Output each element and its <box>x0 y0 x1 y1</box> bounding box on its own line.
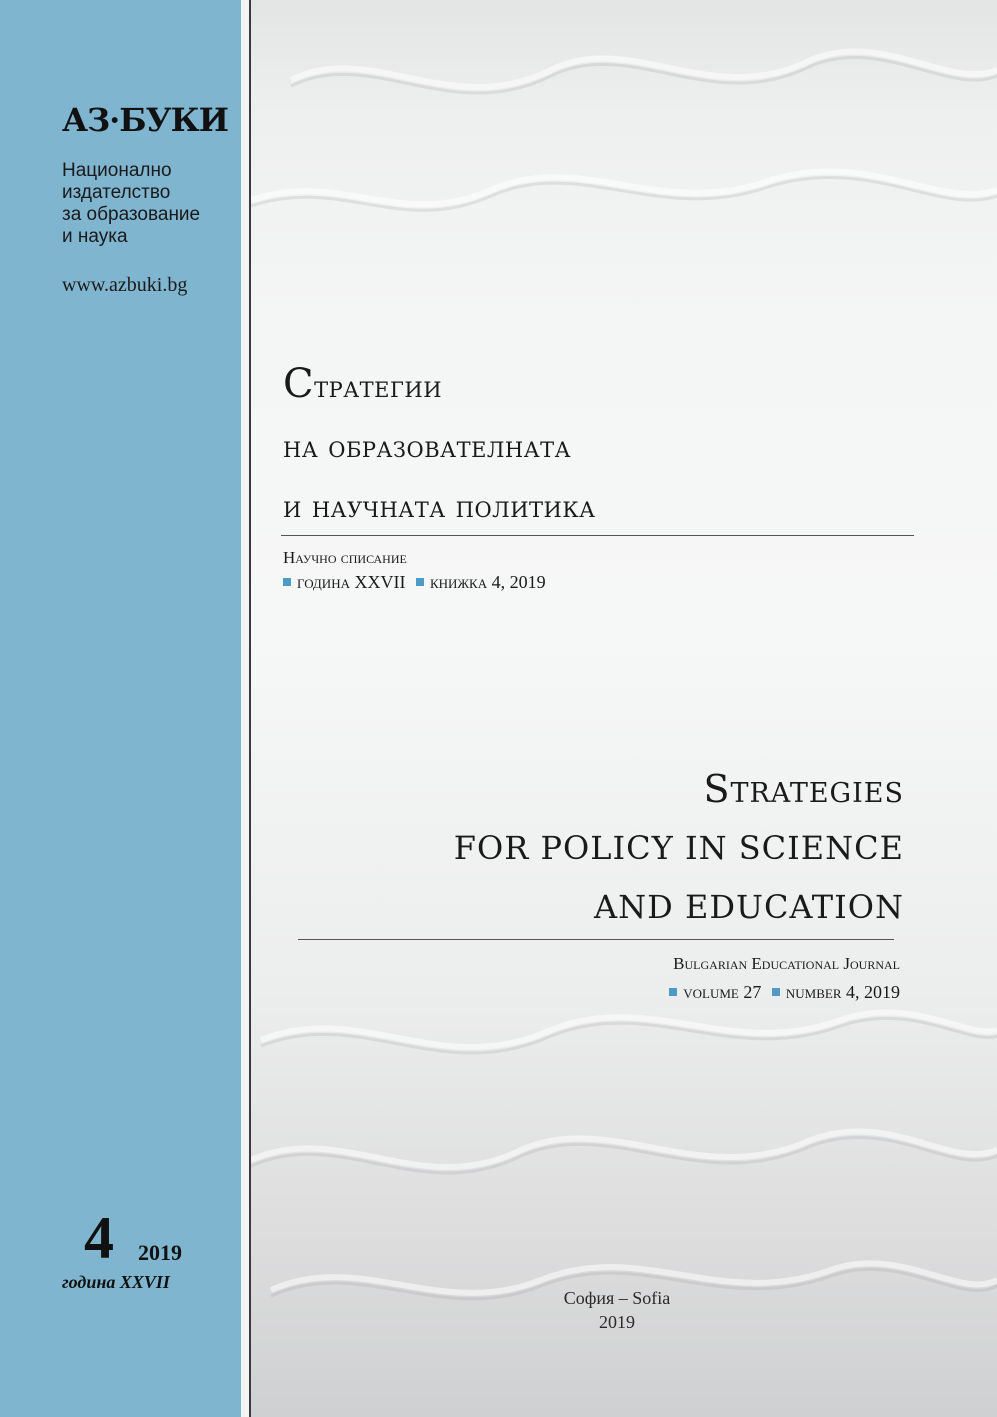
english-volume-label: volume 27 <box>683 982 762 1002</box>
square-bullet-icon <box>669 988 677 996</box>
bulgarian-title-line: на образователната <box>283 430 572 465</box>
publisher-name <box>62 160 237 248</box>
bulgarian-subtitle: Научно списание <box>283 548 407 567</box>
english-title <box>454 760 904 937</box>
publisher-line: и наука <box>62 226 128 247</box>
bulgarian-title-line: и научната политика <box>283 490 596 525</box>
english-title-line: FOR POLICY IN SCIENCE <box>453 829 904 867</box>
sidebar-gap <box>241 0 249 1417</box>
english-issue-meta <box>669 982 900 1003</box>
square-bullet-icon <box>772 988 780 996</box>
english-title-line: Strategies <box>703 767 904 811</box>
square-bullet-icon <box>416 578 424 586</box>
publication-place: София – Sofia <box>563 1288 671 1308</box>
english-subtitle: Bulgarian Educational Journal <box>673 954 900 973</box>
issue-number: 4 <box>84 1205 114 1271</box>
cover-main <box>251 0 997 1417</box>
english-rule <box>298 939 894 940</box>
bulgarian-rule <box>281 535 914 536</box>
issue-volume: година XXVII <box>62 1272 170 1292</box>
english-title-line: AND EDUCATION <box>594 888 904 926</box>
english-number-label: number 4, 2019 <box>785 982 900 1002</box>
issue-year: 2019 <box>138 1240 182 1265</box>
bulgarian-issue-label: книжка 4, 2019 <box>429 572 546 592</box>
publisher-logo: АЗ·БУКИ <box>62 101 228 139</box>
bulgarian-issue-meta <box>283 572 546 593</box>
publication-year: 2019 <box>599 1312 635 1332</box>
publisher-line: за образование <box>62 204 201 225</box>
cover-sidebar <box>0 0 241 1417</box>
bulgarian-year-label: година XXVII <box>297 572 406 592</box>
square-bullet-icon <box>283 578 291 586</box>
puzzle-texture <box>251 0 997 1417</box>
bulgarian-title-line: Стратегии <box>283 361 443 407</box>
publisher-line: издателство <box>62 182 171 203</box>
publisher-website: www.azbuki.bg <box>62 274 188 296</box>
bulgarian-title <box>283 354 595 538</box>
publisher-line: Национално <box>62 160 172 181</box>
